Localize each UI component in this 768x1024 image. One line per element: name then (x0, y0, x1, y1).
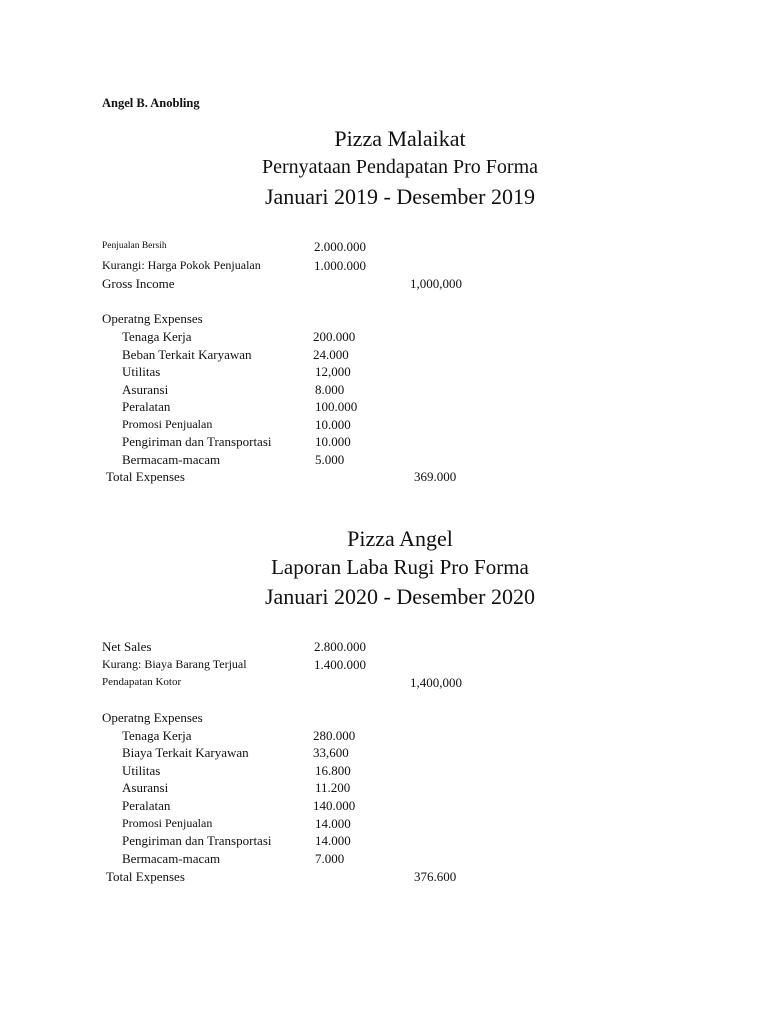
net-sales-label: Net Sales (102, 639, 152, 654)
opex-header: Operatng Expenses (102, 710, 203, 725)
expense-value: 100.000 (315, 399, 358, 414)
expense-label: Utilitas (122, 364, 161, 379)
gross-row (0, 675, 768, 692)
statement-period: Januari 2019 - Desember 2019 (264, 184, 536, 209)
expense-row (0, 452, 768, 469)
expense-row (0, 728, 768, 745)
cogs-value: 1.000.000 (314, 258, 366, 273)
gross-value: 1,000,000 (410, 276, 462, 291)
opex-header-row (0, 710, 768, 727)
expense-value: 16.800 (315, 763, 351, 778)
net-sales-row (0, 239, 768, 256)
cogs-label: Kurangi: Harga Pokok Penjualan (102, 258, 261, 272)
gross-row (0, 276, 768, 293)
expense-label: Tenaga Kerja (122, 329, 192, 344)
expense-label: Peralatan (122, 798, 171, 813)
expense-value: 10.000 (315, 417, 351, 432)
expense-label: Pengiriman dan Transportasi (122, 833, 272, 848)
opex-header: Operatng Expenses (102, 311, 203, 326)
expense-row (0, 399, 768, 416)
expense-value: 11.200 (315, 780, 351, 795)
author-name: Angel B. Anobling (102, 96, 200, 110)
total-expenses-label: Total Expenses (106, 869, 185, 884)
company-name: Pizza Malaikat (334, 126, 466, 151)
expense-label: Asuransi (122, 382, 169, 397)
expense-label: Tenaga Kerja (122, 728, 192, 743)
total-expenses-value: 376.600 (414, 869, 457, 884)
expense-value: 8.000 (315, 382, 345, 397)
expense-label: Peralatan (122, 399, 171, 414)
expense-label: Beban Terkait Karyawan (122, 347, 252, 362)
total-expenses-value: 369.000 (414, 469, 457, 484)
expense-value: 5.000 (315, 452, 345, 467)
expense-value: 24.000 (313, 347, 349, 362)
total-expenses-row (0, 469, 768, 486)
gross-label: Gross Income (102, 276, 175, 291)
statement-period: Januari 2020 - Desember 2020 (264, 584, 536, 609)
statement-subtitle: Laporan Laba Rugi Pro Forma (271, 555, 529, 579)
expense-value: 33,600 (313, 745, 349, 760)
expense-label: Promosi Penjualan (122, 816, 213, 830)
net-sales-row (0, 639, 768, 656)
expense-label: Pengiriman dan Transportasi (122, 434, 272, 449)
expense-value: 10.000 (315, 434, 351, 449)
expense-label: Bermacam-macam (122, 851, 221, 866)
expense-value: 140.000 (313, 798, 356, 813)
expense-row (0, 798, 768, 815)
expense-row (0, 851, 768, 868)
expense-row (0, 780, 768, 797)
expense-value: 7.000 (315, 851, 345, 866)
expense-row (0, 364, 768, 381)
expense-value: 14.000 (315, 816, 351, 831)
expense-value: 200.000 (313, 329, 356, 344)
expense-label: Promosi Penjualan (122, 417, 213, 431)
statement-subtitle: Pernyataan Pendapatan Pro Forma (261, 156, 539, 178)
company-name: Pizza Angel (347, 526, 453, 551)
expense-row (0, 816, 768, 833)
expense-row (0, 347, 768, 364)
expense-label: Asuransi (122, 780, 169, 795)
expense-label: Biaya Terkait Karyawan (122, 745, 249, 760)
net-sales-value: 2.000.000 (314, 239, 366, 254)
expense-row (0, 833, 768, 850)
expense-label: Utilitas (122, 763, 161, 778)
cogs-row (0, 258, 768, 275)
expense-value: 14.000 (315, 833, 351, 848)
total-expenses-row (0, 869, 768, 886)
expense-row (0, 329, 768, 346)
expense-value: 12,000 (315, 364, 351, 379)
expense-value: 280.000 (313, 728, 356, 743)
expense-row (0, 434, 768, 451)
gross-label: Pendapatan Kotor (102, 676, 182, 688)
expense-row (0, 382, 768, 399)
cogs-row (0, 657, 768, 674)
expense-row (0, 417, 768, 434)
cogs-label: Kurang: Biaya Barang Terjual (102, 657, 247, 671)
opex-header-row (0, 311, 768, 328)
net-sales-value: 2.800.000 (314, 639, 366, 654)
expense-label: Bermacam-macam (122, 452, 221, 467)
expense-row (0, 745, 768, 762)
expense-row (0, 763, 768, 780)
cogs-value: 1.400.000 (314, 657, 366, 672)
net-sales-label: Penjualan Bersih (102, 241, 167, 251)
gross-value: 1,400,000 (410, 675, 462, 690)
total-expenses-label: Total Expenses (106, 469, 185, 484)
